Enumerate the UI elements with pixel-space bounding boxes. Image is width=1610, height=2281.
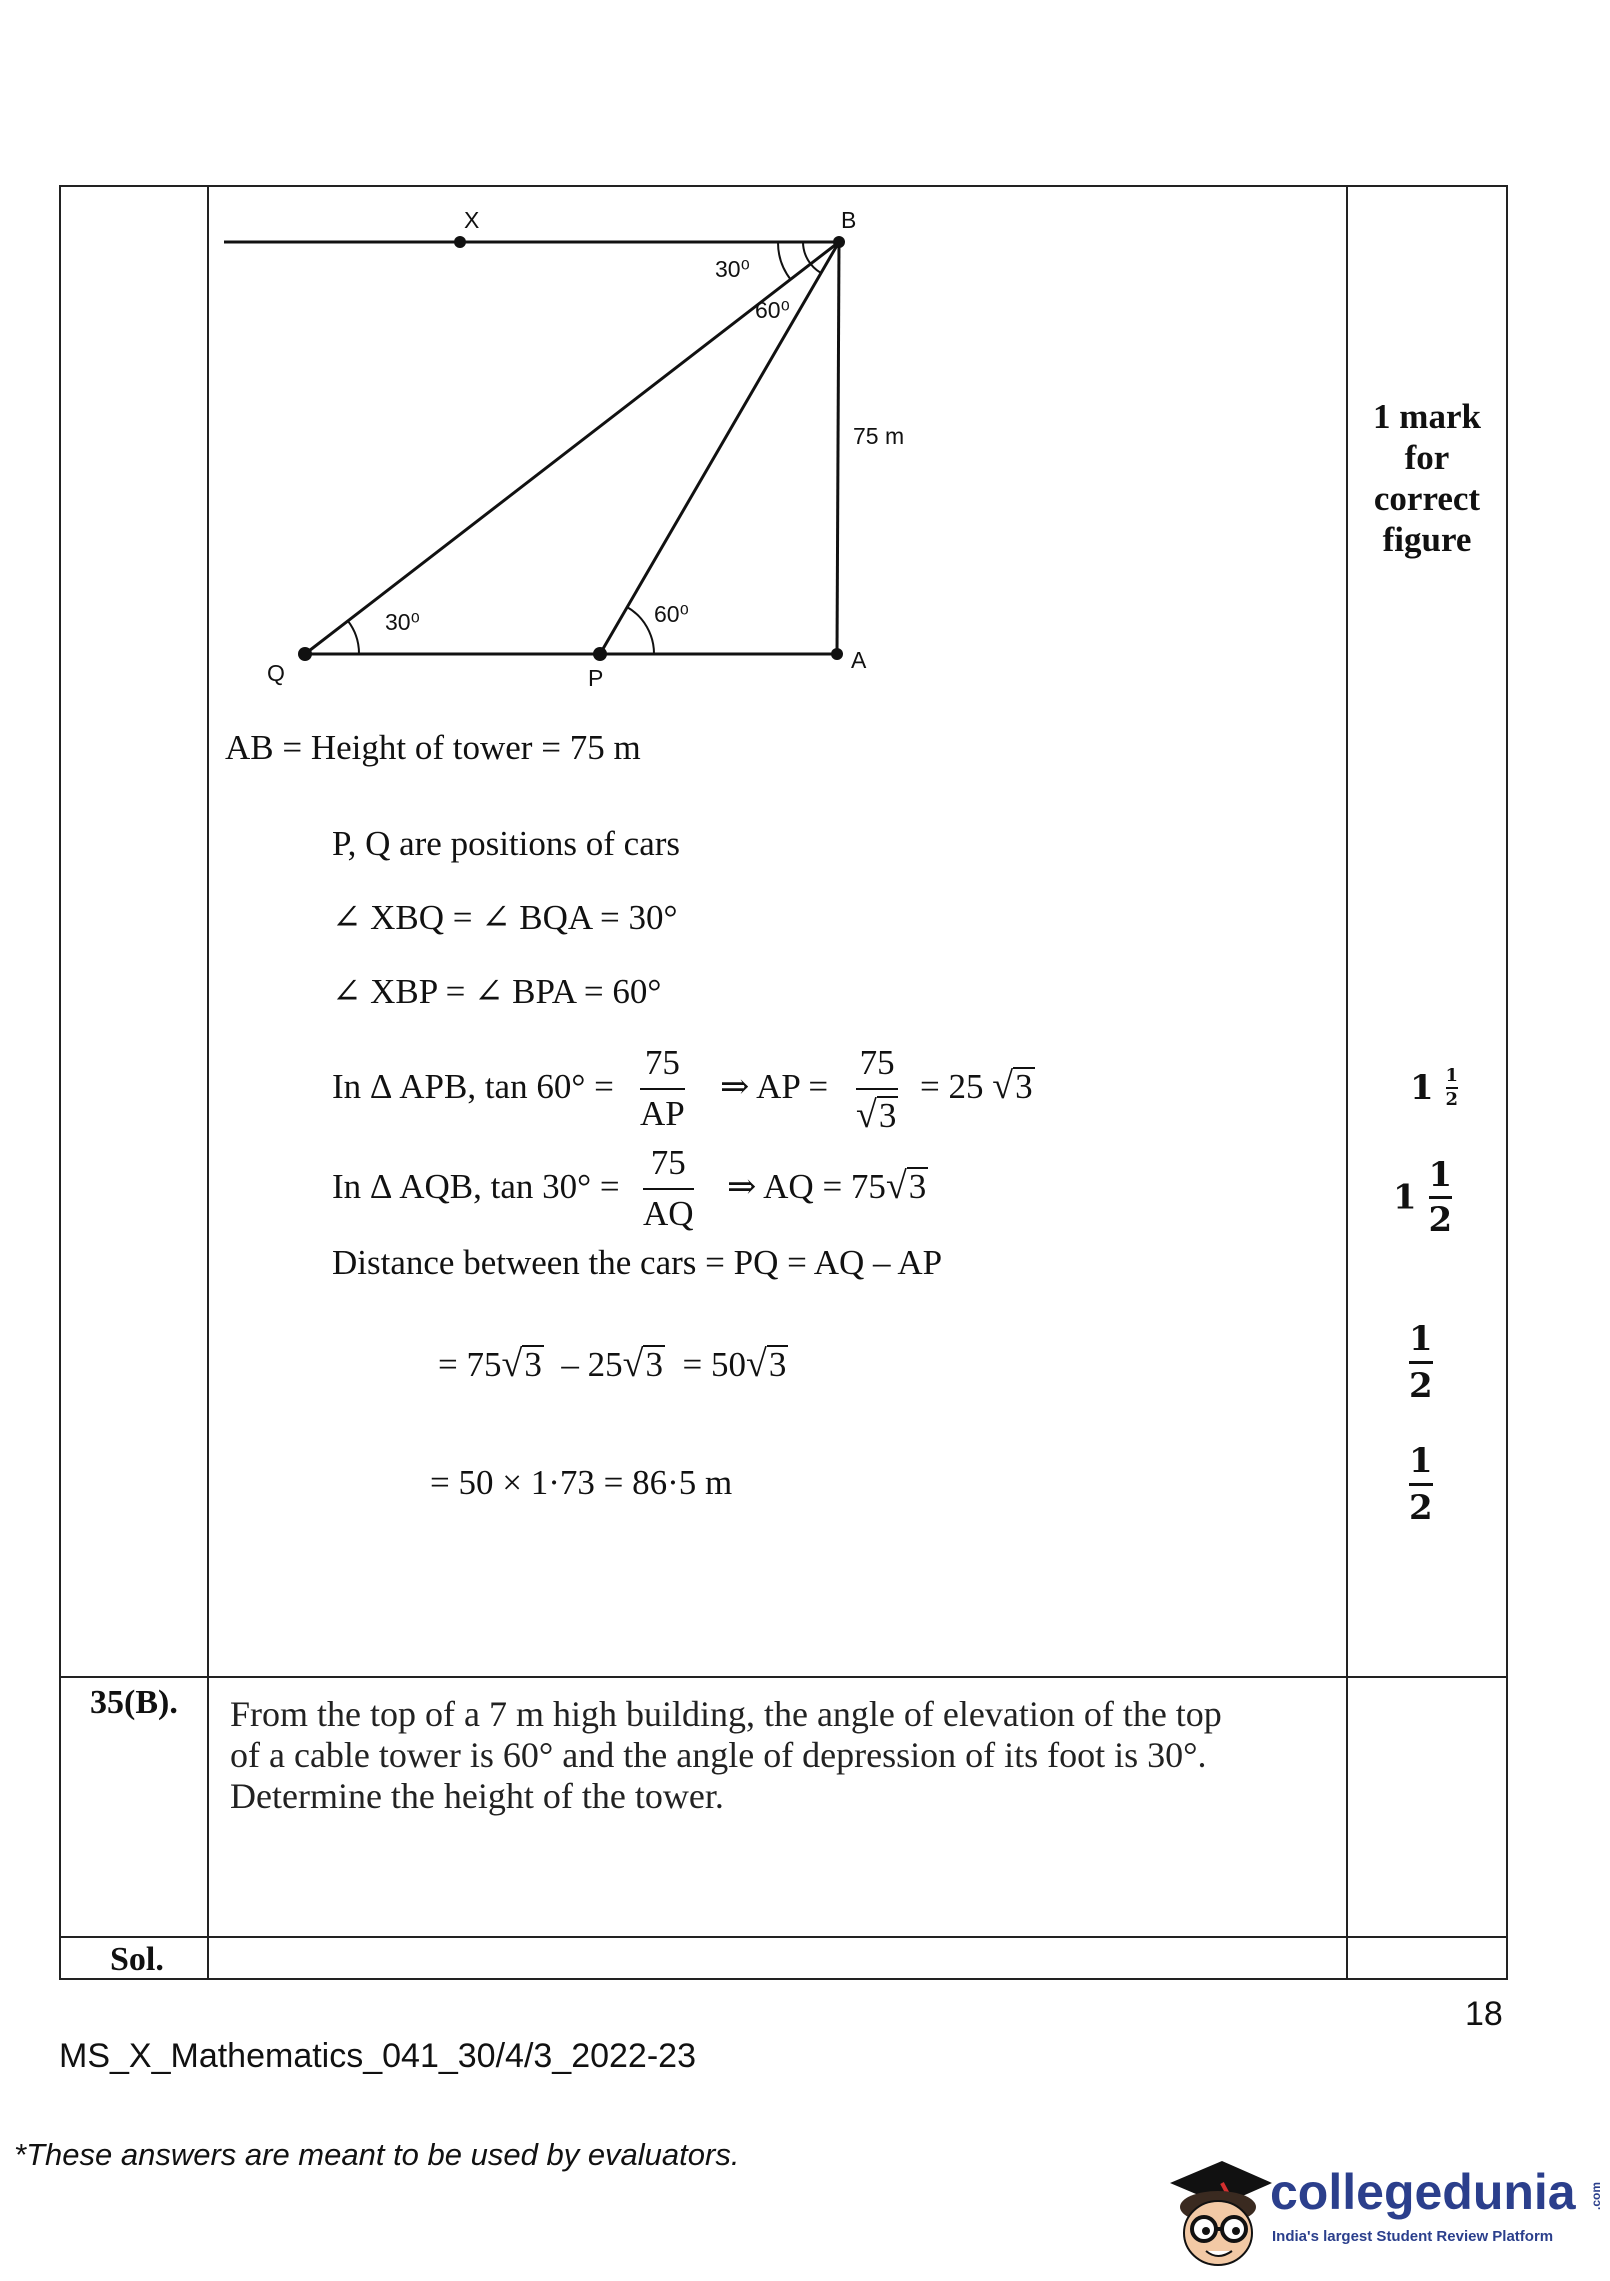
angle-arc-q	[348, 621, 359, 654]
doc-code: MS_X_Mathematics_041_30/4/3_2022-23	[59, 2037, 696, 2075]
mark-apb: 1 $\frac{1}{2}$	[1410, 1065, 1459, 1110]
aqb-result: ⇒ AQ = 75√3	[727, 1165, 927, 1207]
sol-label: Sol.	[110, 1941, 164, 1978]
collegedunia-logo[interactable]	[1160, 2155, 1603, 2275]
brand-com: .com	[1588, 2181, 1603, 2210]
table-col-divider-2	[1346, 185, 1348, 1979]
tower-figure	[209, 190, 909, 710]
point-b	[833, 236, 845, 248]
cars-statement: P, Q are positions of cars	[332, 824, 681, 863]
evaluator-disclaimer: *These answers are meant to be used by evaluators.	[14, 2137, 740, 2172]
sight-line-bp	[600, 242, 839, 654]
angle-label-p: 60⁰	[654, 601, 689, 627]
apb-fraction	[640, 1045, 685, 1131]
ab-statement: AB = Height of tower = 75 m	[225, 728, 641, 767]
question-text: From the top of a 7 m high building, the angle of elevation of the top of a cable tower is 60° and the angle of depression of its foot is 30°. Determine the height of the tower.	[230, 1694, 1222, 1816]
apb-prefix: In Δ APB, tan 60° =	[332, 1067, 614, 1106]
point-x	[454, 236, 466, 248]
distance-statement: Distance between the cars = PQ = AQ – AP	[332, 1243, 943, 1282]
apb-implies: ⇒ AP =	[720, 1067, 829, 1106]
label-p: P	[588, 665, 604, 691]
label-q: Q	[267, 660, 285, 686]
mascot-eye-left	[1202, 2227, 1210, 2235]
apb-denominator-2: √3	[856, 1094, 897, 1136]
label-a: A	[851, 647, 867, 673]
aqb-fraction	[643, 1145, 694, 1231]
figure-lines	[224, 242, 839, 654]
angle-arcs	[348, 242, 821, 654]
height-label: 75 m	[853, 423, 905, 449]
apb-result: = 25 √3	[920, 1065, 1033, 1107]
apb-denominator: AP	[640, 1094, 685, 1133]
angle-arc-b-outer	[778, 242, 791, 280]
point-q	[298, 647, 312, 661]
label-b: B	[841, 207, 857, 233]
mascot-icon	[1160, 2155, 1280, 2275]
table-row-divider-1	[59, 1676, 1508, 1678]
mark-aqb: 1 $\frac{1}{2}$	[1393, 1155, 1453, 1240]
apb-fraction-2	[856, 1045, 898, 1135]
apb-numerator: 75	[644, 1043, 680, 1082]
point-a	[831, 648, 843, 660]
brand-tagline: India's largest Student Review Platform	[1272, 2228, 1554, 2245]
fraction-bar	[640, 1088, 685, 1090]
tower-line-ba	[837, 242, 839, 654]
table-border-bottom	[59, 1978, 1508, 1980]
table-border-right	[1506, 185, 1508, 1979]
mascot-eye-right	[1232, 2227, 1240, 2235]
brand-name: collegedunia .com	[1270, 2164, 1603, 2220]
point-p	[593, 647, 607, 661]
figure-mark-note: 1 mark for correct figure	[1373, 397, 1481, 559]
distance-step-2: = 50 × 1·73 = 86·5 m	[430, 1463, 733, 1502]
aqb-numerator: 75	[650, 1143, 686, 1182]
angle-label-q: 30⁰	[385, 609, 420, 635]
label-x: X	[464, 207, 480, 233]
angle-label-b-outer: 30⁰	[715, 256, 750, 282]
angle-arc-p	[627, 607, 654, 654]
aqb-prefix: In Δ AQB, tan 30° =	[332, 1167, 620, 1206]
page-number: 18	[1465, 1995, 1503, 2033]
angle-statement-1: ∠ XBQ = ∠ BQA = 30°	[332, 898, 678, 937]
apb-numerator-2: 75	[859, 1043, 895, 1082]
question-number: 35(B).	[90, 1684, 178, 1721]
mark-step-2: 1 2	[1409, 1441, 1433, 1528]
angle-label-b-inner: 60⁰	[755, 297, 790, 323]
mark-step-1: 1 2	[1409, 1319, 1433, 1406]
distance-step-1: = 75√3 – 25√3 = 50√3	[438, 1343, 787, 1385]
table-border-left	[59, 185, 61, 1979]
aqb-denominator: AQ	[643, 1194, 694, 1233]
fraction-bar	[643, 1188, 694, 1190]
fraction-bar	[856, 1088, 898, 1090]
table-row-divider-2	[59, 1936, 1508, 1938]
angle-statement-2: ∠ XBP = ∠ BPA = 60°	[332, 972, 662, 1011]
table-border-top	[59, 185, 1508, 187]
